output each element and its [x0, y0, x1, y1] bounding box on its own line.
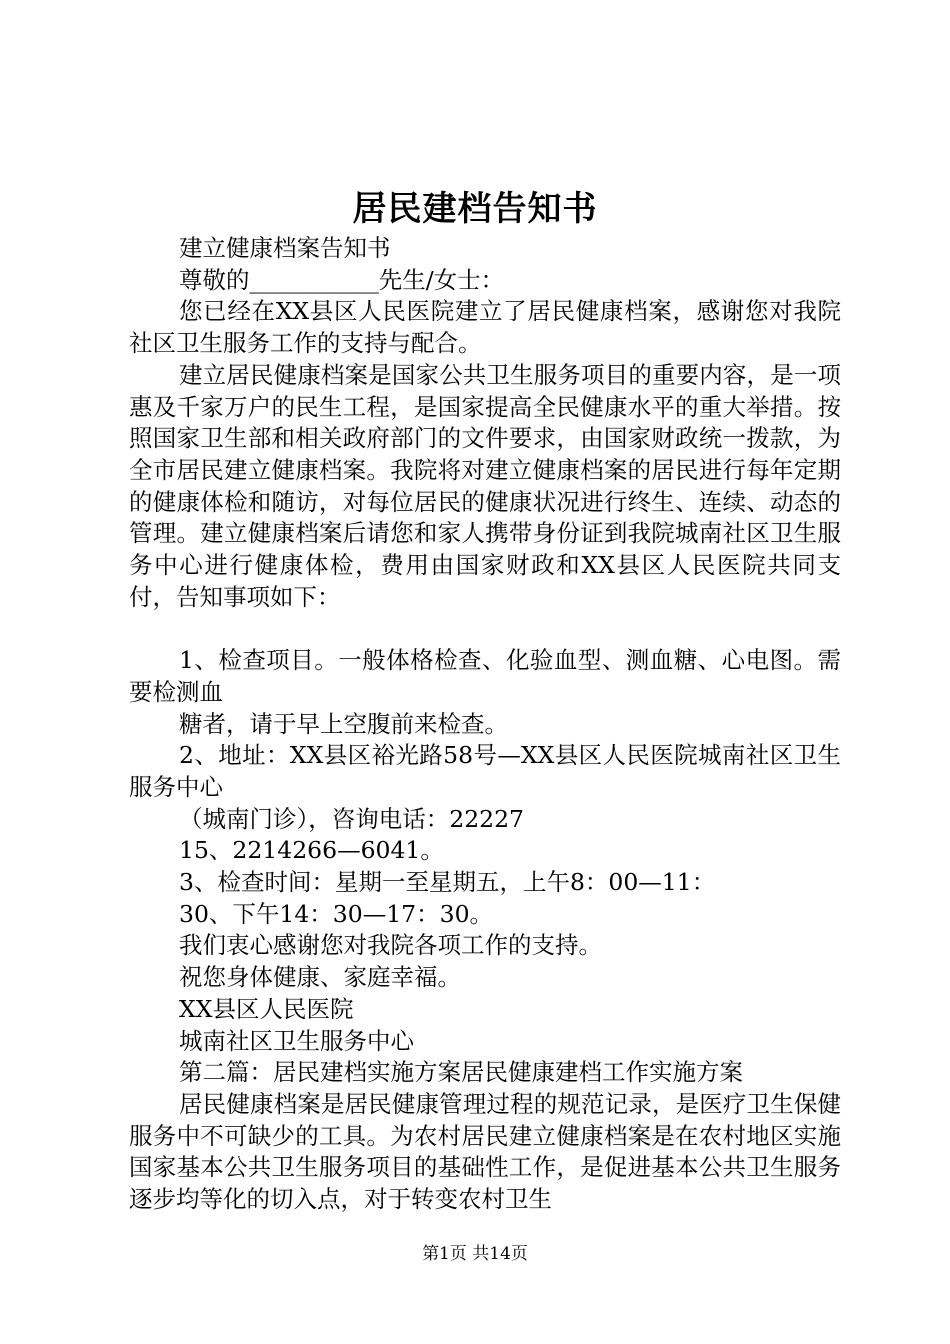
paragraph-item-2: 2、地址：XX县区裕光路58号—XX县区人民医院城南社区卫生服务中心 [129, 741, 841, 801]
paragraph-signature-hospital: XX县区人民医院 [179, 994, 354, 1023]
paragraph-phone: 15、2214266—6041。 [179, 836, 444, 865]
document-body [129, 233, 841, 1216]
paragraph-notice-heading: 建立健康档案告知书 [179, 234, 391, 262]
paragraph-thanks: 我们衷心感谢您对我院各项工作的支持。 [179, 931, 602, 960]
page-footer [0, 1242, 950, 1266]
paragraph-signature-center: 城南社区卫生服务中心 [179, 1026, 414, 1055]
paragraph-item-3: 3、检查时间：星期一至星期五，上午8：00—11： [179, 868, 716, 897]
paragraph-salutation: 尊敬的___________先生/女士： [179, 265, 505, 294]
document-title: 居民建档告知书 [352, 189, 598, 229]
paragraph-item-1: 1、检查项目。一般体格检查、化验血型、测血糖、心电图。需要检测血 [129, 646, 841, 706]
paragraph-item-3-cont: 30、下午14：30—17：30。 [179, 899, 494, 928]
page-number-label: 第1页 共14页 [422, 1244, 528, 1264]
paragraph-part-two-body: 居民健康档案是居民健康管理过程的规范记录，是医疗卫生保健服务中不可缺少的工具。为农村居民建立健康档案是在农村地区实施国家基本公共卫生服务项目的基础性工作，是促进基本公共卫生服务逐步均等化的切入点，对于转变农村卫生 [129, 1089, 841, 1214]
paragraph-item-1-cont: 糖者，请于早上空腹前来检查。 [179, 709, 508, 738]
paragraph-description: 建立居民健康档案是国家公共卫生服务项目的重要内容，是一项惠及千家万户的民生工程，是国家提高全民健康水平的重大举措。按照国家卫生部和相关政府部门的文件要求，由国家财政统一拨款，为全市居民建立健康档案。我院将对建立健康档案的居民进行每年定期的健康体检和随访，对每位居民的健康状况进行终生、连续、动态的管理。建立健康档案后请您和家人携带身份证到我院城南社区卫生服务中心进行健康体检，费用由国家财政和XX县区人民医院共同支付，告知事项如下： [129, 360, 841, 611]
paragraph-item-2-cont: （城南门诊），咨询电话：22227 [179, 804, 525, 833]
blank-line [129, 613, 841, 645]
paragraph-part-two-heading: 第二篇：居民建档实施方案居民健康建档工作实施方案 [179, 1058, 743, 1087]
paragraph-wishes: 祝您身体健康、家庭幸福。 [179, 963, 461, 992]
paragraph-intro: 您已经在XX县区人民医院建立了居民健康档案，感谢您对我院社区卫生服务工作的支持与配合。 [129, 297, 841, 358]
